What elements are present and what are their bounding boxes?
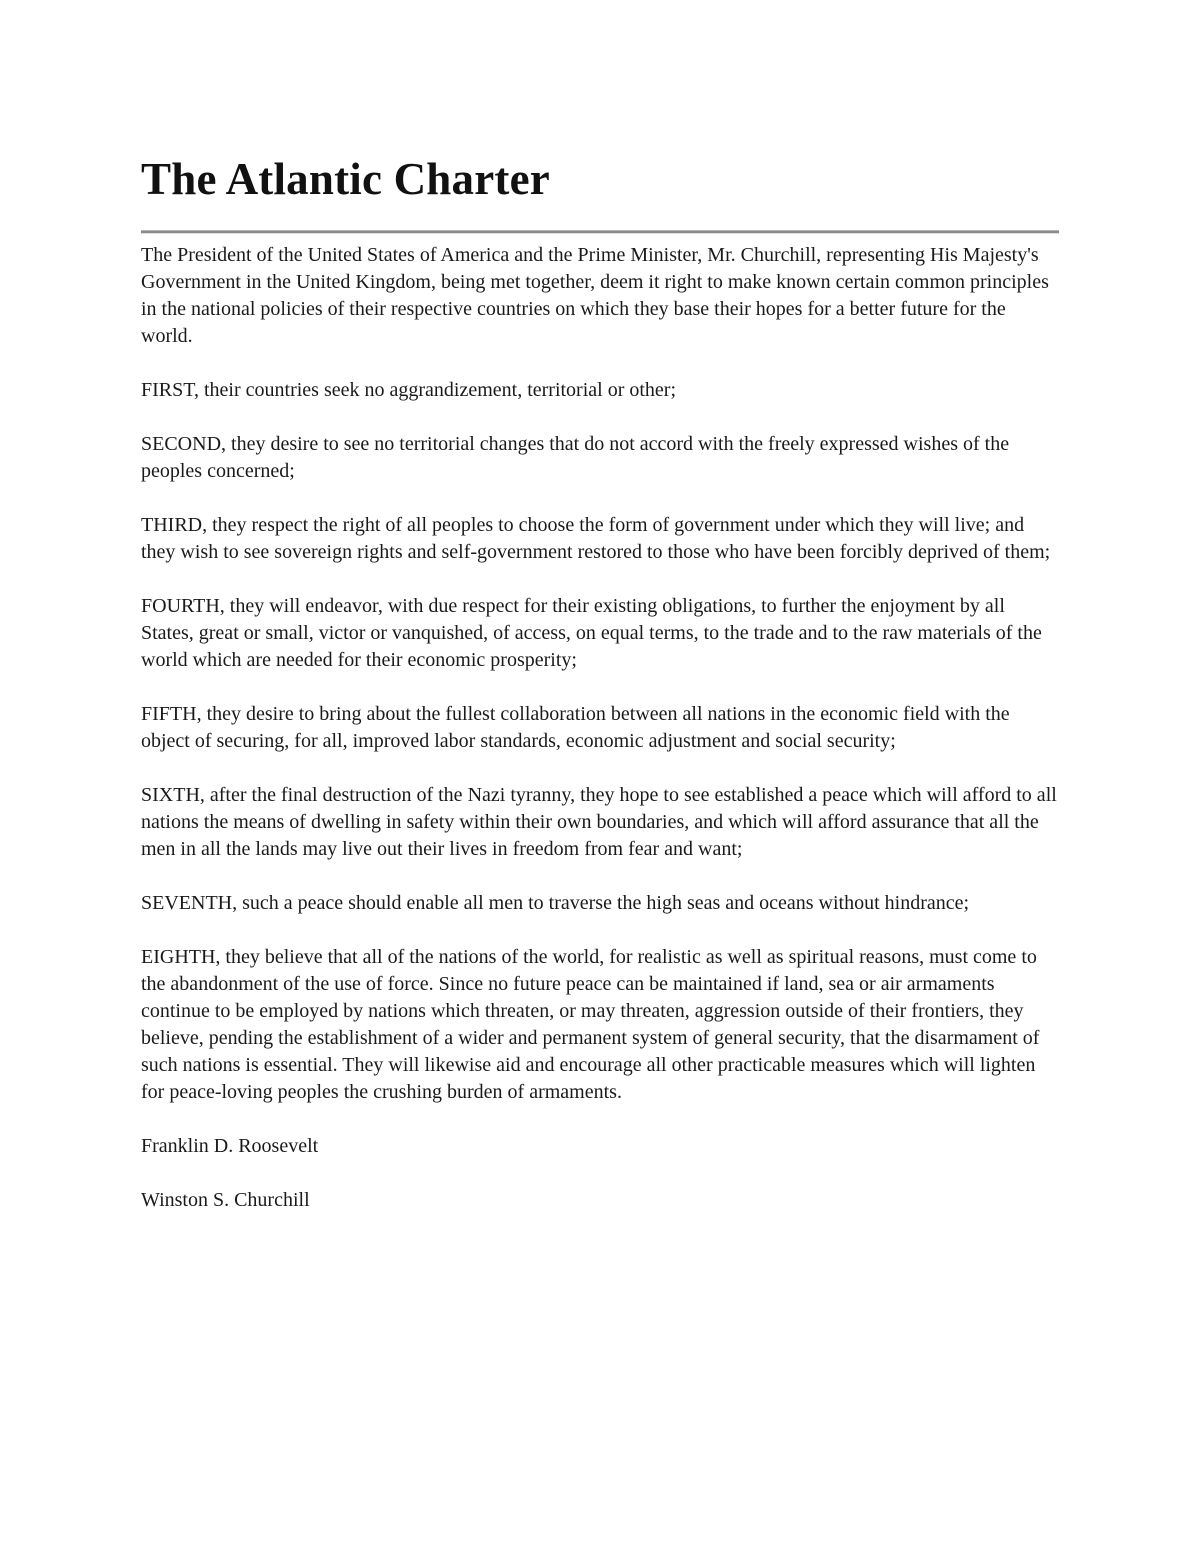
document-title: The Atlantic Charter — [141, 154, 550, 204]
point-first: FIRST, their countries seek no aggrandizement, territorial or other; — [141, 379, 677, 401]
point-seventh: SEVENTH, such a peace should enable all men to traverse the high seas and oceans without hindrance; — [141, 892, 970, 914]
signature-churchill: Winston S. Churchill — [141, 1189, 310, 1211]
point-fourth: FOURTH, they will endeavor, with due respect for their existing obligations, to further the enjoyment by all States, great or small, victor or vanquished, of access, on equal terms, to the trade and to the raw materials of the world which are needed for their economic prosperity; — [141, 595, 1042, 671]
intro-paragraph: The President of the United States of America and the Prime Minister, Mr. Churchill, representing His Majesty's Government in the United Kingdom, being met together, deem it right to make known certain common principles in the national policies of their respective countries on which they base their hopes for a better future for the world. — [141, 244, 1049, 347]
document-body — [141, 242, 1061, 1214]
point-second: SECOND, they desire to see no territorial changes that do not accord with the freely expressed wishes of the peoples concerned; — [141, 433, 1010, 482]
point-sixth: SIXTH, after the final destruction of the Nazi tyranny, they hope to see established a peace which will afford to all nations the means of dwelling in safety within their own boundaries, and which will afford assurance that all the men in all the lands may live out their lives in freedom from fear and want; — [141, 784, 1057, 860]
point-fifth: FIFTH, they desire to bring about the fullest collaboration between all nations in the economic field with the object of securing, for all, improved labor standards, economic adjustment and social security; — [141, 703, 1010, 752]
signature-roosevelt: Franklin D. Roosevelt — [141, 1135, 319, 1157]
point-eighth: EIGHTH, they believe that all of the nations of the world, for realistic as well as spiritual reasons, must come to the abandonment of the use of force. Since no future peace can be maintained if land, sea or air armaments continue to be employed by nations which threaten, or may threaten, aggression outside of their frontiers, they believe, pending the establishment of a wider and permanent system of general security, that the disarmament of such nations is essential. They will likewise aid and encourage all other practicable measures which will lighten for peace-loving peoples the crushing burden of armaments. — [141, 946, 1040, 1103]
document-content — [141, 152, 1061, 1241]
horizontal-rule — [141, 230, 1059, 234]
point-third: THIRD, they respect the right of all peoples to choose the form of government under which they will live; and they wish to see sovereign rights and self-government restored to those who have been forcibly deprived of them; — [141, 514, 1051, 563]
